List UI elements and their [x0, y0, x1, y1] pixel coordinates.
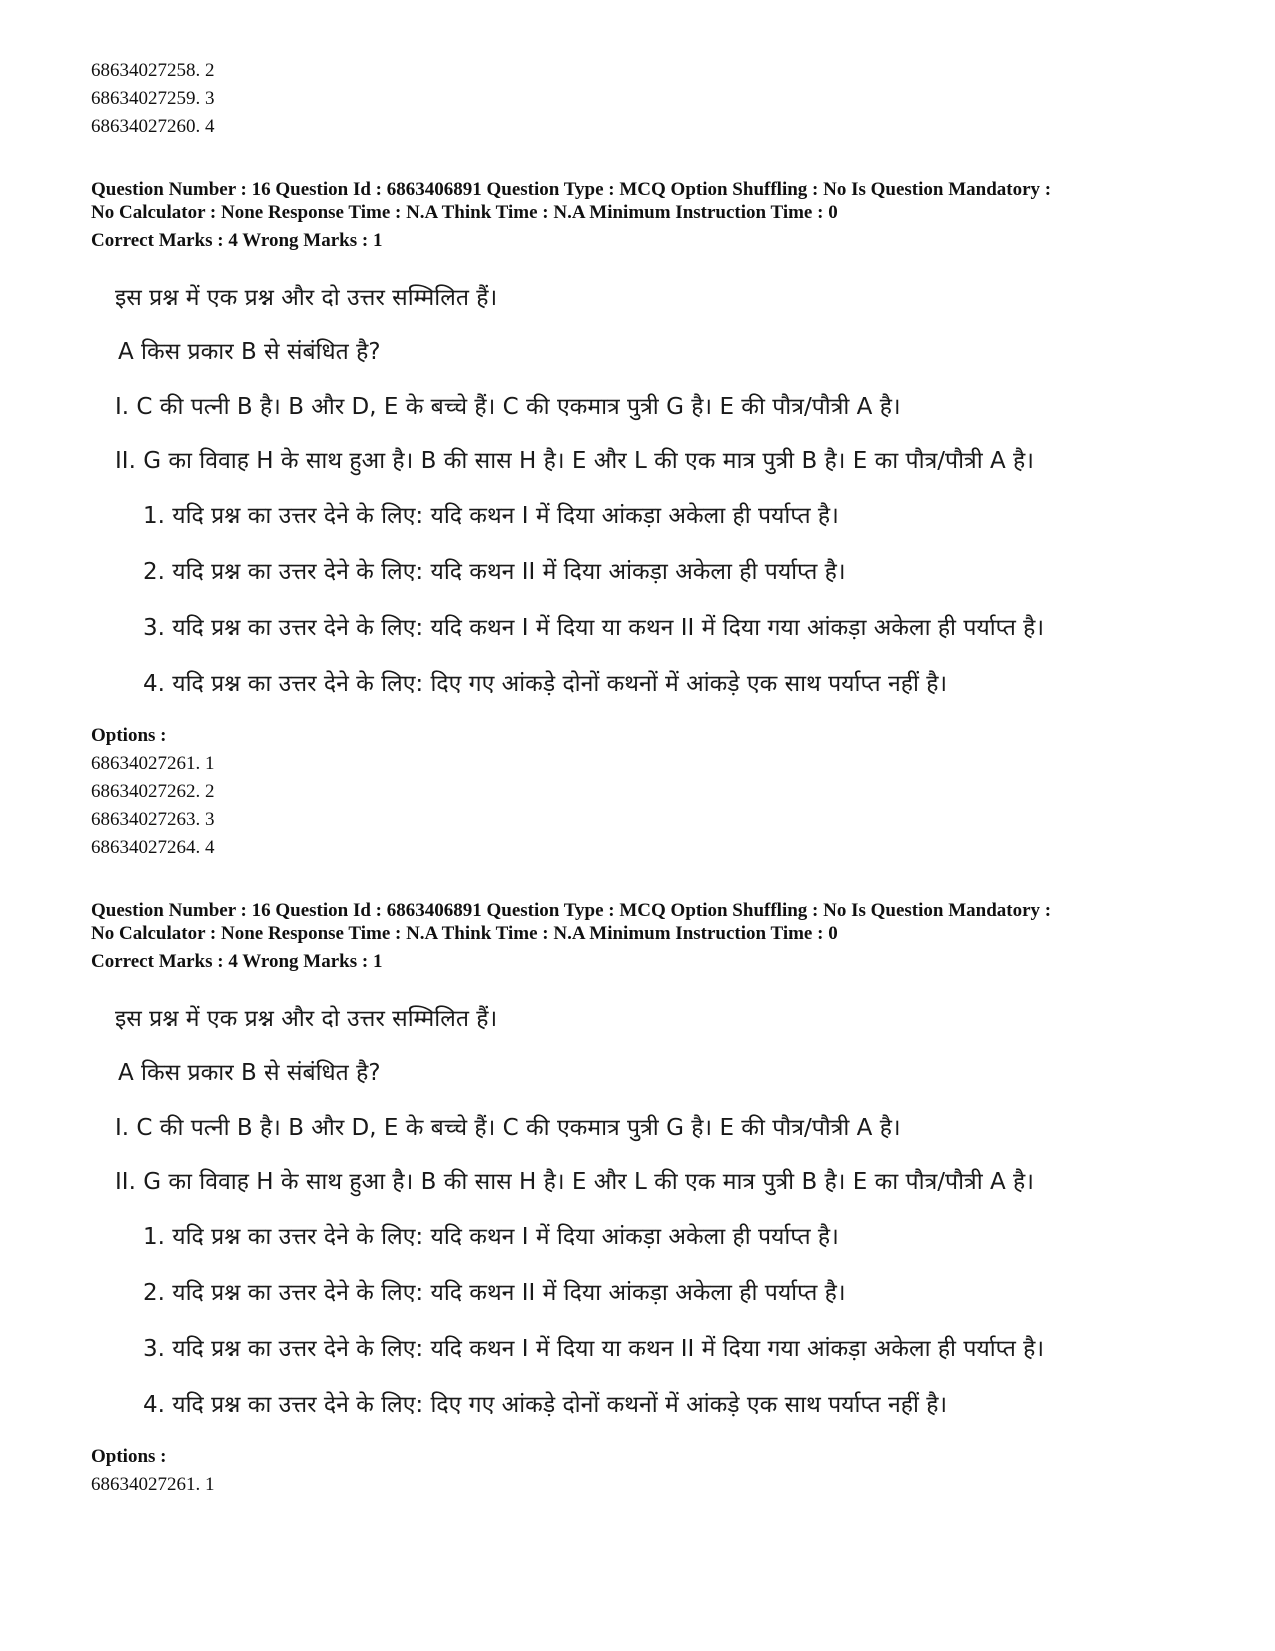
answer-choice: 1. यदि प्रश्न का उत्तर देने के लिए: यदि कथन I में दिया आंकड़ा अकेला ही पर्याप्त है।	[143, 503, 839, 529]
option-line: 68634027260. 4	[91, 116, 215, 137]
options-label: Options :	[91, 1446, 167, 1467]
answer-choice: 4. यदि प्रश्न का उत्तर देने के लिए: दिए गए आंकड़े दोनों कथनों में आंकड़े एक साथ पर्याप्त नहीं है।	[143, 1392, 948, 1418]
question-meta-line2: No Calculator : None Response Time : N.A Think Time : N.A Minimum Instruction Time : 0	[91, 923, 838, 944]
answer-choice: 4. यदि प्रश्न का उत्तर देने के लिए: दिए गए आंकड़े दोनों कथनों में आंकड़े एक साथ पर्याप्त नहीं है।	[143, 671, 948, 697]
question-intro: इस प्रश्न में एक प्रश्न और दो उत्तर सम्मिलित हैं।	[115, 1006, 498, 1032]
question-text: A किस प्रकार B से संबंधित है?	[118, 339, 381, 365]
question-meta-line1: Question Number : 16 Question Id : 6863406891 Question Type : MCQ Option Shuffling : No Is Question Mandatory :	[91, 900, 1052, 921]
question-meta-line1: Question Number : 16 Question Id : 6863406891 Question Type : MCQ Option Shuffling : No Is Question Mandatory :	[91, 179, 1052, 200]
question-marks: Correct Marks : 4 Wrong Marks : 1	[91, 951, 383, 972]
question-intro: इस प्रश्न में एक प्रश्न और दो उत्तर सम्मिलित हैं।	[115, 285, 498, 311]
option-line: 68634027259. 3	[91, 88, 215, 109]
option-line: 68634027264. 4	[91, 837, 215, 858]
options-label: Options :	[91, 725, 167, 746]
option-line: 68634027263. 3	[91, 809, 215, 830]
answer-choice: 3. यदि प्रश्न का उत्तर देने के लिए: यदि कथन I में दिया या कथन II में दिया गया आंकड़ा अकेला ही पर्याप्त है।	[143, 1336, 1045, 1362]
question-text: A किस प्रकार B से संबंधित है?	[118, 1060, 381, 1086]
option-line: 68634027261. 1	[91, 753, 215, 774]
question-meta-line2: No Calculator : None Response Time : N.A Think Time : N.A Minimum Instruction Time : 0	[91, 202, 838, 223]
answer-choice: 3. यदि प्रश्न का उत्तर देने के लिए: यदि कथन I में दिया या कथन II में दिया गया आंकड़ा अकेला ही पर्याप्त है।	[143, 615, 1045, 641]
answer-choice: 2. यदि प्रश्न का उत्तर देने के लिए: यदि कथन II में दिया आंकड़ा अकेला ही पर्याप्त है।	[143, 559, 846, 585]
statement-one: I. C की पत्नी B है। B और D, E के बच्चे हैं। C की एकमात्र पुत्री G है। E की पौत्र/पौत्री A है।	[115, 394, 901, 420]
statement-two: II. G का विवाह H के साथ हुआ है। B की सास H है। E और L की एक मात्र पुत्री B है। E का पौत्र/पौत्री A है।	[115, 1169, 1034, 1195]
question-marks: Correct Marks : 4 Wrong Marks : 1	[91, 230, 383, 251]
answer-choice: 2. यदि प्रश्न का उत्तर देने के लिए: यदि कथन II में दिया आंकड़ा अकेला ही पर्याप्त है।	[143, 1280, 846, 1306]
statement-two: II. G का विवाह H के साथ हुआ है। B की सास H है। E और L की एक मात्र पुत्री B है। E का पौत्र/पौत्री A है।	[115, 448, 1034, 474]
option-line: 68634027261. 1	[91, 1474, 215, 1495]
option-line: 68634027262. 2	[91, 781, 215, 802]
statement-one: I. C की पत्नी B है। B और D, E के बच्चे हैं। C की एकमात्र पुत्री G है। E की पौत्र/पौत्री A है।	[115, 1115, 901, 1141]
option-line: 68634027258. 2	[91, 60, 215, 81]
answer-choice: 1. यदि प्रश्न का उत्तर देने के लिए: यदि कथन I में दिया आंकड़ा अकेला ही पर्याप्त है।	[143, 1224, 839, 1250]
